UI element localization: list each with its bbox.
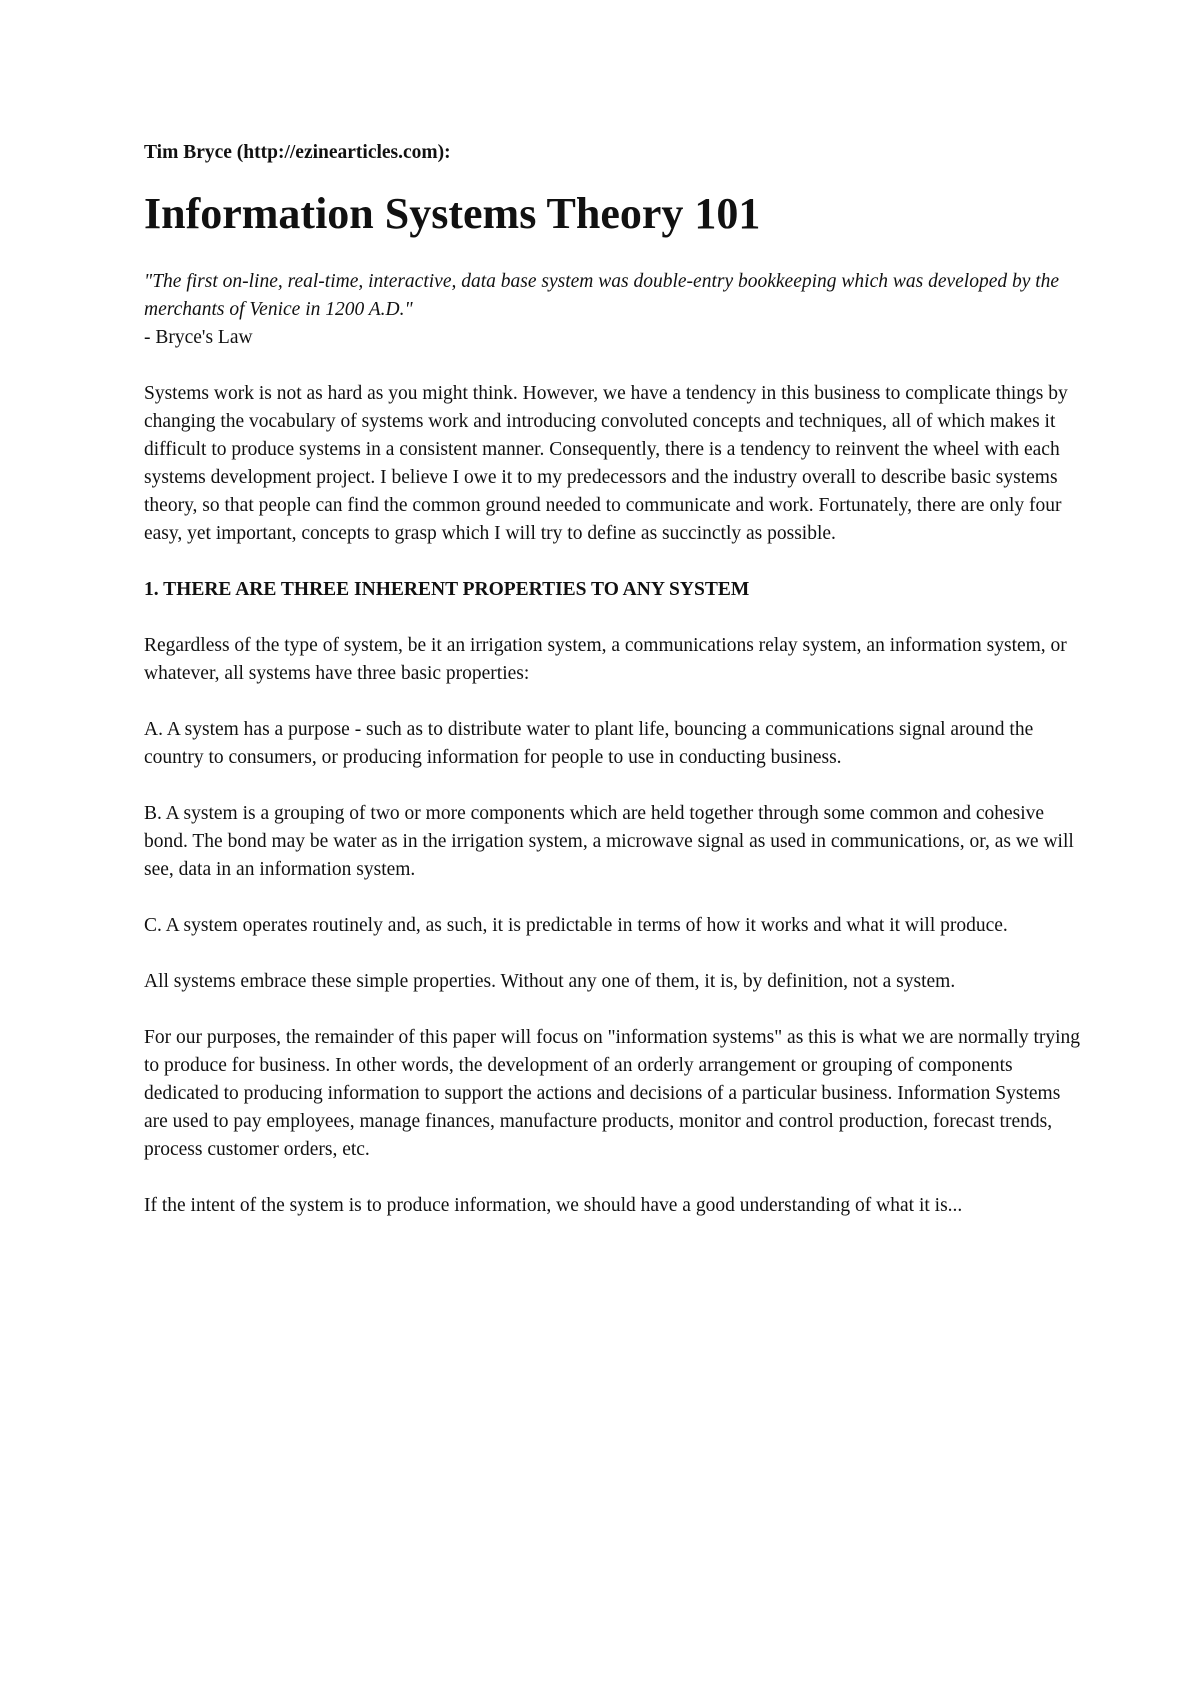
document-page: [144, 140, 1084, 1220]
property-b-paragraph: B. A system is a grouping of two or more components which are held together through some common and cohesive bond. The bond may be water as in the irrigation system, a microwave signal as used in communications, or, as we will see, data in an information system.: [144, 803, 1074, 880]
section-1-intro-paragraph: Regardless of the type of system, be it an irrigation system, a communications relay system, an information system, or whatever, all systems have three basic properties:: [144, 635, 1067, 684]
property-c-paragraph: C. A system operates routinely and, as such, it is predictable in terms of how it works and what it will produce.: [144, 915, 1008, 936]
properties-summary-paragraph: All systems embrace these simple properties. Without any one of them, it is, by definition, not a system.: [144, 971, 956, 992]
section-1-heading: 1. THERE ARE THREE INHERENT PROPERTIES TO ANY SYSTEM: [144, 579, 750, 600]
closing-paragraph: If the intent of the system is to produce information, we should have a good understanding of what it is...: [144, 1195, 963, 1216]
author-byline: Tim Bryce (http://ezinearticles.com):: [144, 142, 451, 163]
epigraph-quote: "The first on-line, real-time, interactive, data base system was double-entry bookkeeping which was developed by the merchants of Venice in 1200 A.D.": [144, 271, 1060, 320]
property-a-paragraph: A. A system has a purpose - such as to distribute water to plant life, bouncing a communications signal around the country to consumers, or producing information for people to use in conducting business.: [144, 719, 1034, 768]
epigraph-attribution: - Bryce's Law: [144, 327, 253, 348]
epigraph: [144, 268, 1084, 352]
page-title: Information Systems Theory 101: [144, 189, 761, 238]
information-systems-paragraph: For our purposes, the remainder of this paper will focus on "information systems" as this is what we are normally trying to produce for business. In other words, the development of an orderly arrangement or grouping of components dedicated to producing information to support the actions and decisions of a particular business. Information Systems are used to pay employees, manage finances, manufacture products, monitor and control production, forecast trends, process customer orders, etc.: [144, 1027, 1081, 1160]
intro-paragraph: Systems work is not as hard as you might think. However, we have a tendency in this business to complicate things by changing the vocabulary of systems work and introducing convoluted concepts and techniques, all of which makes it difficult to produce systems in a consistent manner. Consequently, there is a tendency to reinvent the wheel with each systems development project. I believe I owe it to my predecessors and the industry overall to describe basic systems theory, so that people can find the common ground needed to communicate and work. Fortunately, there are only four easy, yet important, concepts to grasp which I will try to define as succinctly as possible.: [144, 383, 1068, 544]
